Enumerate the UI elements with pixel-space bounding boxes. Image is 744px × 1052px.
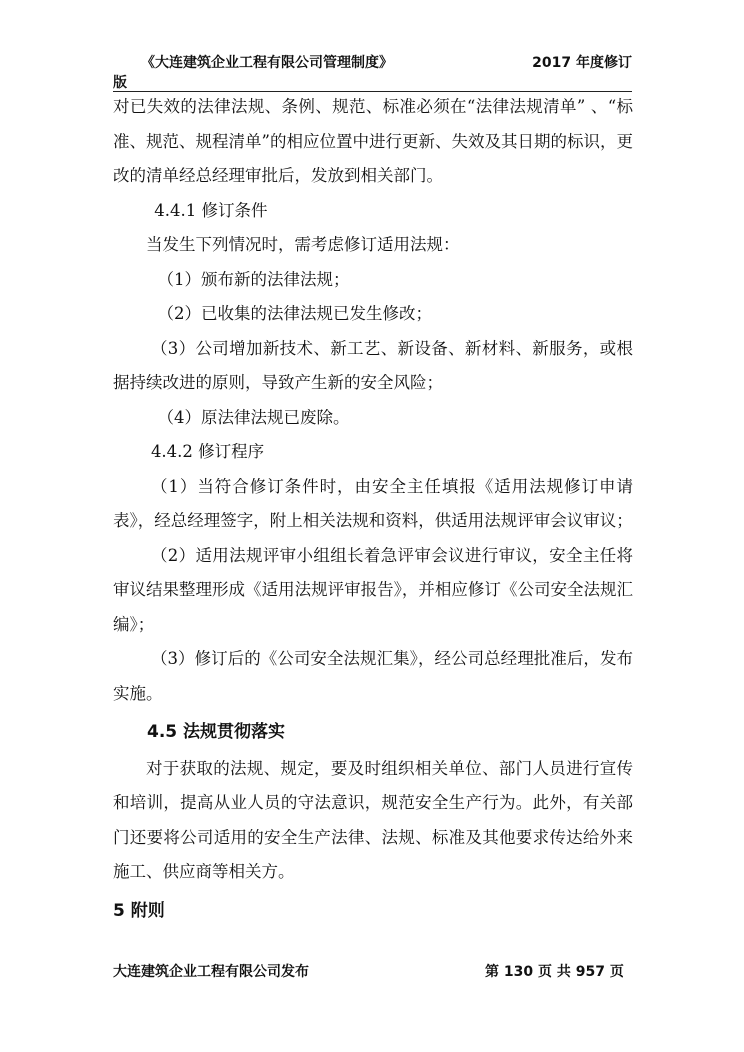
paragraph-intro: 对已失效的法律法规、条例、规范、标准必须在“法律法规清单” 、“标准、规范、规程清单”的相应位置中进行更新、失效及其日期的标识，更改的清单经总经理审批后，发放到相关部门。 bbox=[113, 97, 633, 185]
list-item: （2）适用法规评审小组组长着急评审会议进行审议，安全主任将审议结果整理形成《适用法规评审报告》，并相应修订《公司安全法规汇编》； bbox=[113, 545, 633, 634]
list-item: （1）当符合修订条件时，由安全主任填报《适用法规修订申请表》，经总经理签字，附上相关法规和资料，供适用法规评审会议审议； bbox=[113, 476, 633, 530]
section-4-4-2-heading: 4.4.2 修订程序 bbox=[150, 442, 265, 461]
list-item: （4）原法律法规已废除。 bbox=[157, 407, 350, 427]
section-4-4-1-intro: 当发生下列情况时，需考虑修订适用法规： bbox=[146, 235, 460, 254]
list-item: （1）颁布新的法律法规； bbox=[157, 269, 350, 289]
list-item: （2）已收集的法律法规已发生修改； bbox=[157, 304, 433, 323]
list-item: （3）公司增加新技术、新工艺、新设备、新材料、新服务，或根据持续改进的原则，导致产生新的安全风险； bbox=[113, 338, 633, 392]
section-4-5-text: 对于获取的法规、规定，要及时组织相关单位、部门人员进行宣传和培训，提高从业人员的守法意识，规范安全生产行为。此外，有关部门还要将公司适用的安全生产法律、法规、标准及其他要求传达给外来施工、供应商等相关方。 bbox=[113, 758, 633, 881]
header-title: 《大连建筑企业工程有限公司管理制度》 bbox=[141, 55, 393, 71]
footer-page-number: 第 130 页 共 957 页 bbox=[485, 964, 624, 980]
header-edition-tail: 版 bbox=[113, 75, 127, 91]
section-5-heading: 5 附则 bbox=[113, 900, 165, 921]
document-body bbox=[113, 90, 633, 928]
header-edition: 2017 年度修订 bbox=[532, 55, 632, 71]
section-4-4-1-heading: 4.4.1 修订条件 bbox=[154, 200, 268, 220]
list-item: （3）修订后的《公司安全法规汇集》，经公司总经理批准后，发布实施。 bbox=[113, 649, 633, 703]
footer-publisher: 大连建筑企业工程有限公司发布 bbox=[113, 964, 309, 980]
section-4-5-heading: 4.5 法规贯彻落实 bbox=[147, 722, 286, 742]
